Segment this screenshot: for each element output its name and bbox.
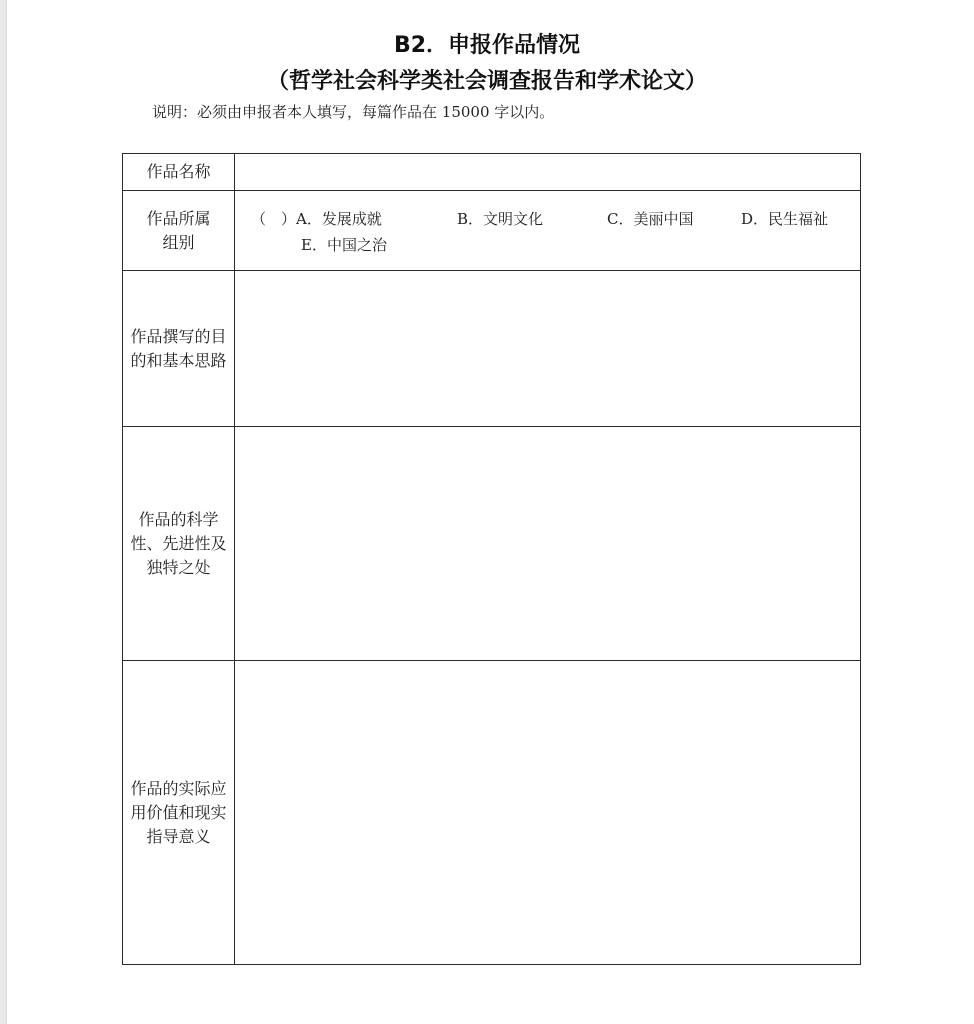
application-value-field[interactable]: [235, 661, 861, 965]
scientific-merit-field[interactable]: [235, 427, 861, 661]
category-option-d[interactable]: D．民生福祉: [741, 209, 829, 228]
table-row: [123, 427, 861, 661]
application-value-label: 作品的实际应用价值和现实指导意义: [123, 661, 235, 965]
purpose-field[interactable]: [235, 271, 861, 427]
scientific-merit-label: 作品的科学性、先进性及独特之处: [123, 427, 235, 661]
page-title: B2．申报作品情况: [393, 33, 581, 58]
table-row: [123, 271, 861, 427]
table-row: [123, 154, 861, 191]
category-option-c[interactable]: C．美丽中国: [607, 209, 694, 228]
page-edge: [0, 0, 7, 1024]
category-option-a[interactable]: （ ）A．发展成就: [251, 209, 382, 228]
page-subtitle: （哲学社会科学类社会调查报告和学术论文）: [266, 69, 707, 94]
instruction-note: 说明：必须由申报者本人填写，每篇作品在 15000 字以内。: [152, 103, 555, 121]
category-label: 作品所属组别: [123, 191, 235, 271]
table-row: [123, 191, 861, 271]
application-form-table: [122, 153, 861, 965]
work-name-label: 作品名称: [123, 154, 235, 191]
category-option-b[interactable]: B．文明文化: [457, 209, 544, 228]
purpose-label: 作品撰写的目的和基本思路: [123, 271, 235, 427]
work-name-field[interactable]: [235, 154, 861, 191]
table-row: [123, 661, 861, 965]
category-option-e[interactable]: E．中国之治: [301, 235, 387, 254]
category-options: [235, 191, 861, 271]
